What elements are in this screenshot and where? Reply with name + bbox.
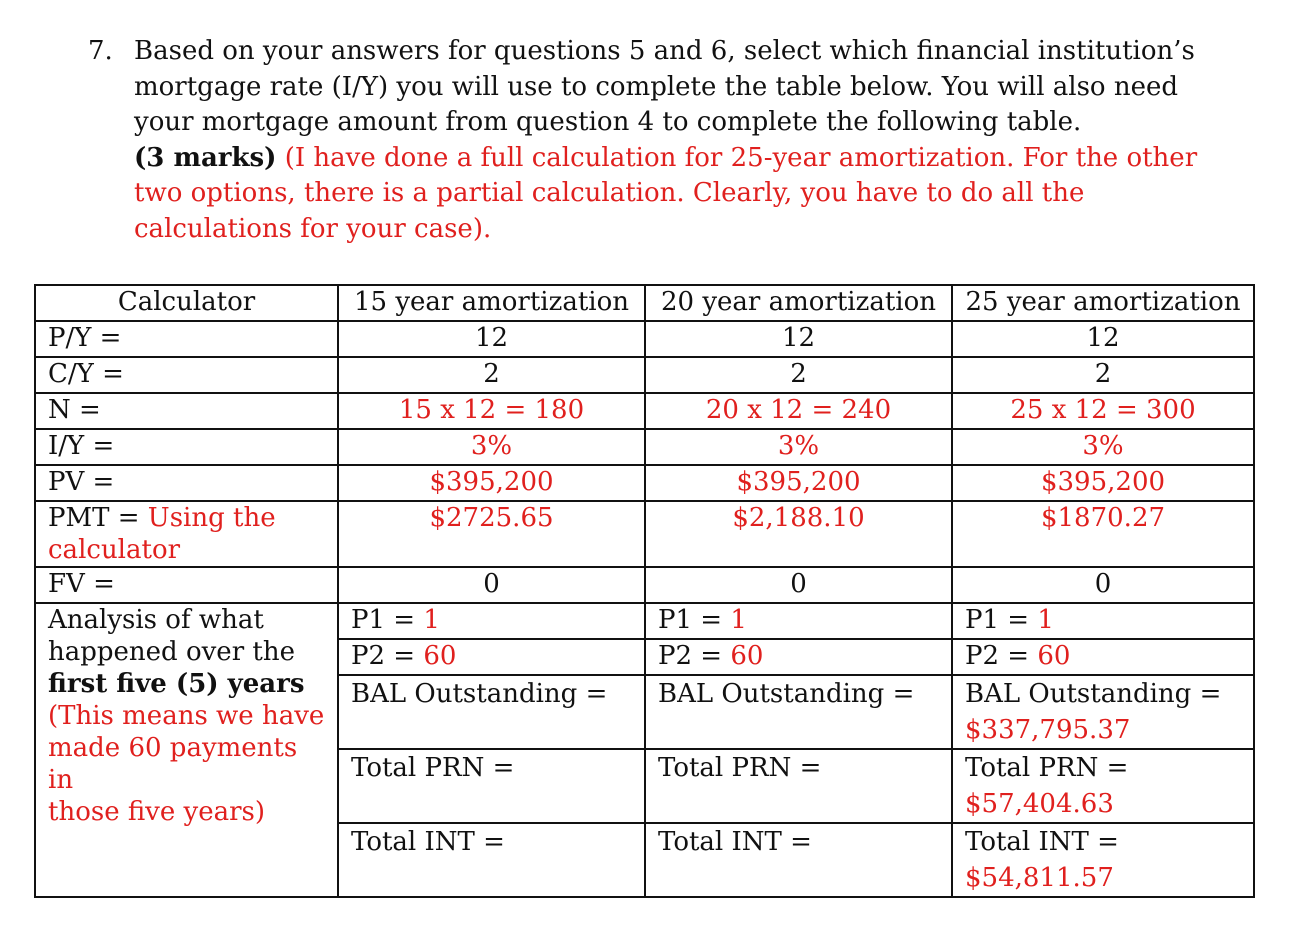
iy-15: 3% bbox=[338, 429, 645, 465]
py-15: 12 bbox=[338, 321, 645, 357]
fv-15: 0 bbox=[338, 567, 645, 603]
p2-label: P2 = bbox=[351, 641, 424, 671]
int-20 bbox=[645, 823, 952, 897]
p2-15 bbox=[338, 639, 645, 675]
pmt-note-b: calculator bbox=[48, 535, 181, 565]
row-iy bbox=[35, 429, 1254, 465]
py-20: 12 bbox=[645, 321, 952, 357]
iy-25: 3% bbox=[952, 429, 1254, 465]
question-7 bbox=[88, 34, 1228, 247]
note-line-2: two options, there is a partial calculation. Clearly, you have to do all the bbox=[134, 178, 1085, 208]
int-label: Total INT = bbox=[351, 827, 505, 857]
p1-value: 1 bbox=[730, 605, 747, 635]
table-header-row bbox=[35, 285, 1254, 321]
label-py: P/Y = bbox=[35, 321, 338, 357]
row-pv bbox=[35, 465, 1254, 501]
analysis-note-3: those five years) bbox=[48, 797, 266, 827]
cy-25: 2 bbox=[952, 357, 1254, 393]
p2-25 bbox=[952, 639, 1254, 675]
int-label: Total INT = bbox=[965, 827, 1119, 857]
p1-15 bbox=[338, 603, 645, 639]
cy-20: 2 bbox=[645, 357, 952, 393]
label-n: N = bbox=[35, 393, 338, 429]
row-cy bbox=[35, 357, 1254, 393]
label-pmt bbox=[35, 501, 338, 567]
amortization-table bbox=[34, 284, 1255, 898]
row-p1 bbox=[35, 603, 1254, 639]
row-fv bbox=[35, 567, 1254, 603]
p1-25 bbox=[952, 603, 1254, 639]
note-line-3: calculations for your case). bbox=[134, 213, 492, 244]
int-25 bbox=[952, 823, 1254, 897]
bal-20 bbox=[645, 675, 952, 749]
bal-25 bbox=[952, 675, 1254, 749]
question-line-2: mortgage rate (I/Y) you will use to complete the table below. You will also need bbox=[134, 71, 1179, 102]
analysis-line-1: Analysis of what bbox=[48, 605, 264, 635]
analysis-note-2: made 60 payments in bbox=[48, 733, 298, 795]
prn-value-25: $57,404.63 bbox=[965, 789, 1114, 819]
row-py bbox=[35, 321, 1254, 357]
p2-label: P2 = bbox=[965, 641, 1038, 671]
pv-15: $395,200 bbox=[338, 465, 645, 501]
analysis-line-2: happened over the bbox=[48, 637, 295, 667]
prn-label: Total PRN = bbox=[658, 753, 822, 783]
pmt-note-a: Using the bbox=[147, 503, 276, 533]
p2-value: 60 bbox=[423, 641, 457, 671]
marks-label: (3 marks) bbox=[134, 142, 277, 173]
bal-value-25: $337,795.37 bbox=[965, 715, 1131, 745]
prn-label: Total PRN = bbox=[965, 753, 1129, 783]
question-line-4 bbox=[134, 141, 1228, 177]
pmt-20: $2,188.10 bbox=[645, 501, 952, 567]
question-line-3: your mortgage amount from question 4 to complete the following table. bbox=[134, 107, 1082, 137]
p1-label: P1 = bbox=[658, 605, 731, 635]
label-pv: PV = bbox=[35, 465, 338, 501]
row-pmt bbox=[35, 501, 1254, 567]
p1-label: P1 = bbox=[351, 605, 424, 635]
question-number: 7. bbox=[88, 36, 113, 66]
int-15 bbox=[338, 823, 645, 897]
cy-15: 2 bbox=[338, 357, 645, 393]
pv-20: $395,200 bbox=[645, 465, 952, 501]
question-text bbox=[134, 34, 1228, 247]
fv-25: 0 bbox=[952, 567, 1254, 603]
pmt-25: $1870.27 bbox=[952, 501, 1254, 567]
n-15: 15 x 12 = 180 bbox=[338, 393, 645, 429]
n-20: 20 x 12 = 240 bbox=[645, 393, 952, 429]
header-25-year: 25 year amortization bbox=[952, 285, 1254, 321]
analysis-label bbox=[35, 603, 338, 897]
py-25: 12 bbox=[952, 321, 1254, 357]
p1-value: 1 bbox=[1037, 605, 1054, 635]
header-calculator: Calculator bbox=[35, 285, 338, 321]
p2-value: 60 bbox=[730, 641, 764, 671]
prn-15 bbox=[338, 749, 645, 823]
int-value-25: $54,811.57 bbox=[965, 863, 1114, 893]
label-fv: FV = bbox=[35, 567, 338, 603]
p2-value: 60 bbox=[1037, 641, 1071, 671]
n-25: 25 x 12 = 300 bbox=[952, 393, 1254, 429]
iy-20: 3% bbox=[645, 429, 952, 465]
bal-label: BAL Outstanding = bbox=[965, 679, 1222, 709]
analysis-line-3: first five (5) years bbox=[48, 669, 305, 699]
p1-20 bbox=[645, 603, 952, 639]
question-line-1: Based on your answers for questions 5 and 6, select which financial institution’s bbox=[134, 36, 1195, 66]
note-line-1: (I have done a full calculation for 25-year amortization. For the other bbox=[284, 142, 1198, 173]
label-cy: C/Y = bbox=[35, 357, 338, 393]
prn-25 bbox=[952, 749, 1254, 823]
header-15-year: 15 year amortization bbox=[338, 285, 645, 321]
p2-label: P2 = bbox=[658, 641, 731, 671]
prn-20 bbox=[645, 749, 952, 823]
pv-25: $395,200 bbox=[952, 465, 1254, 501]
fv-20: 0 bbox=[645, 567, 952, 603]
p1-label: P1 = bbox=[965, 605, 1038, 635]
int-label: Total INT = bbox=[658, 827, 812, 857]
prn-label: Total PRN = bbox=[351, 753, 515, 783]
bal-label: BAL Outstanding = bbox=[351, 679, 608, 709]
label-iy: I/Y = bbox=[35, 429, 338, 465]
pmt-15: $2725.65 bbox=[338, 501, 645, 567]
p2-20 bbox=[645, 639, 952, 675]
bal-15 bbox=[338, 675, 645, 749]
bal-label: BAL Outstanding = bbox=[658, 679, 915, 709]
p1-value: 1 bbox=[423, 605, 440, 635]
pmt-label: PMT = bbox=[48, 503, 140, 533]
analysis-note-1: (This means we have bbox=[48, 701, 325, 731]
header-20-year: 20 year amortization bbox=[645, 285, 952, 321]
row-n bbox=[35, 393, 1254, 429]
